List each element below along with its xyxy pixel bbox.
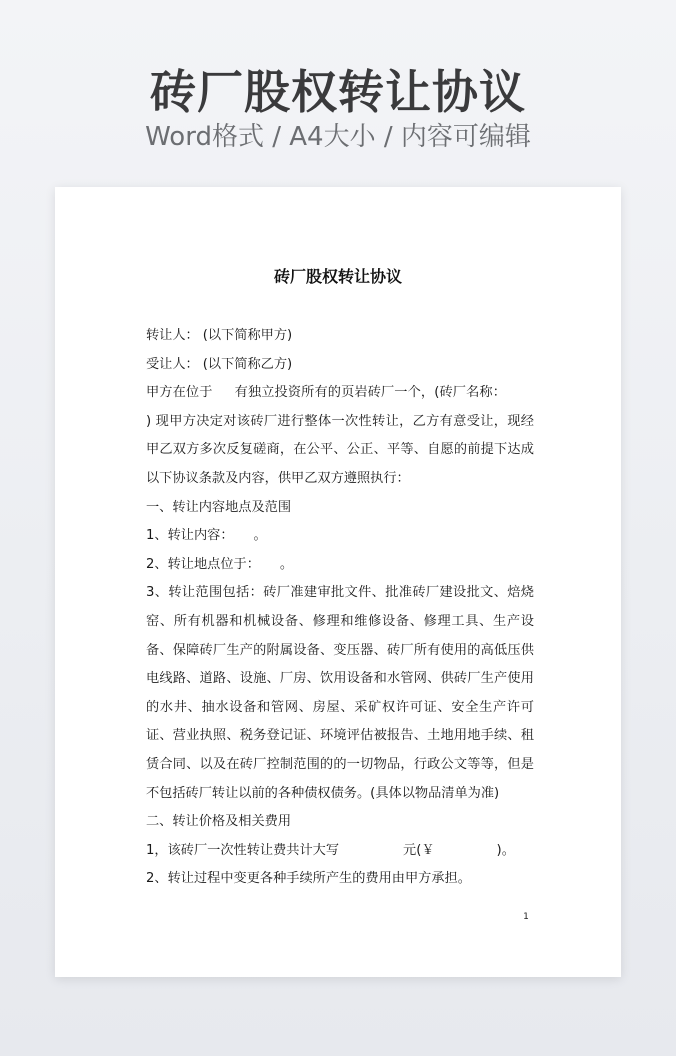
intro-paragraph — [146, 379, 534, 493]
price-part2: 元(￥ — [403, 842, 435, 858]
item1-line — [146, 522, 534, 551]
section1-heading: 一、转让内容地点及范围 — [146, 499, 292, 515]
transferee-note: (以下简称乙方) — [202, 356, 293, 372]
transferee-line — [146, 351, 534, 380]
document-page — [55, 187, 621, 977]
banner-title: 砖厂股权转让协议 — [150, 65, 526, 119]
transferor-note: (以下简称甲方) — [202, 328, 293, 343]
price-part3: )。 — [496, 842, 515, 858]
banner — [0, 0, 676, 180]
intro-part2: 有独立投资所有的页岩砖厂一个，(砖厂名称： — [234, 385, 506, 401]
item1-end: 。 — [253, 528, 267, 544]
fees-line: 2、转让过程中变更各种手续所产生的费用由甲方承担。 — [146, 871, 471, 887]
page-number: 1 — [523, 912, 529, 922]
transferor-line — [146, 322, 534, 351]
item2-line — [146, 551, 534, 580]
price-part1: 1，该砖厂一次性转让费共计大写 — [146, 842, 340, 858]
price-line — [146, 837, 534, 866]
item2-end: 。 — [279, 556, 294, 572]
item2-label: 2、转让地点位于： — [146, 556, 260, 572]
document-title: 砖厂股权转让协议 — [273, 267, 402, 286]
transferee-label: 受让人： — [146, 356, 199, 372]
intro-part3: ) 现甲方决定对该砖厂进行整体一次性转让，乙方有意受让，现经甲乙双方多次反复磋商，在公平、公正、平等、自愿的前提下达成以下协议条款及内容，供甲乙双方遵照执行： — [146, 413, 534, 486]
section2-heading: 二、转让价格及相关费用 — [146, 814, 292, 830]
document-body — [146, 322, 534, 894]
intro-part1: 甲方在位于 — [146, 385, 213, 401]
item1-label: 1、转让内容： — [146, 528, 234, 544]
banner-subtitle: Word格式 / A4大小 / 内容可编辑 — [145, 122, 531, 152]
transferor-label: 转让人： — [146, 328, 199, 343]
item3-paragraph: 3、转让范围包括：砖厂准建审批文件、批准砖厂建设批文、焙烧窑、所有机器和机械设备、修理和维修设备、修理工具、生产设备、保障砖厂生产的附属设备、变压器、砖厂所有使用的高低压供电线路、道路、设施、厂房、饮用设备和水管网、供砖厂生产使用的水井、抽水设备和管网、房屋、采矿权许可证、安全生产许可证、营业执照、税务登记证、环境评估被报告、土地用地手续、租赁合同、以及在砖厂控制范围的的一切物品，行政公文等等，但是不包括砖厂转让以前的各种债权债务。(具体以物品清单为准) — [146, 585, 534, 801]
